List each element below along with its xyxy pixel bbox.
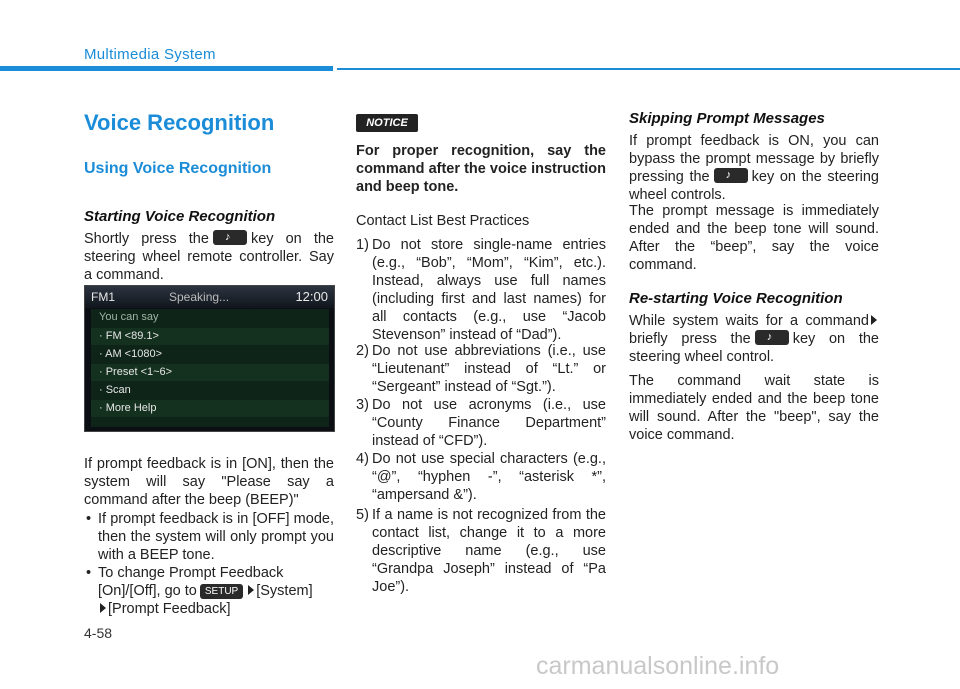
list-number: 5) [356, 507, 369, 523]
restart-text-b: briefly press the [629, 331, 751, 347]
skip-text-a: If prompt feedback is ON, you can bypass the prompt message by briefly pressing the [629, 133, 879, 185]
screen-item: · More Help [99, 402, 157, 414]
screen-panel [91, 309, 329, 427]
restart-paragraph [629, 312, 879, 366]
section-label: Multimedia System [84, 46, 216, 63]
notice-text [356, 142, 606, 196]
skip-paragraph [629, 132, 879, 204]
heading-restarting: Re-starting Voice Recognition [629, 290, 843, 307]
bullet-item [84, 510, 334, 564]
list-text: Do not store single-name entries (e.g., “Bob”, “Mom”, “Kim”, etc.). Instead, always use full names (including first and last names) for all contacts (e.g., use “Jacob Stevenson” instead of “Dad”). [372, 237, 606, 343]
notice-badge: NOTICE [356, 114, 418, 132]
notice-bold-text: For proper recognition, say the command after the voice instruction and beep tone. [356, 143, 606, 195]
list-text: Do not use acronyms (i.e., use “County Finance Department” instead of “CFD”). [372, 397, 606, 449]
header-bar [0, 66, 333, 71]
ended-paragraph: The prompt message is immediately ended and the beep tone will sound. After the “beep”, say the voice command. [629, 203, 879, 273]
screen-item: · AM <1080> [99, 348, 162, 360]
list-text: If a name is not recognized from the contact list, change it to a more descriptive name (e.g., use “Grandpa Joseph” instead of “Pa Joe”). [372, 507, 606, 595]
screen-topbar [85, 286, 334, 308]
list-item [356, 236, 606, 344]
intro-text-b: key on the steering wheel remote controller. Say a command. [84, 231, 334, 283]
list-number: 1) [356, 237, 369, 253]
list-text: Do not use abbreviations (i.e., use “Lieutenant” instead of “Lt.” or “Sergeant” instead of “Sgt.”). [372, 343, 606, 395]
bullet-dot: • [86, 511, 92, 527]
feedback-paragraph: If prompt feedback is in [ON], then the system will say "Please say a command after the beep (BEEP)" [84, 456, 334, 508]
voice-screen-image [84, 285, 335, 432]
list-item [356, 506, 606, 596]
list-title: Contact List Best Practices [356, 213, 530, 229]
page-title: Voice Recognition [84, 110, 275, 135]
wait-paragraph: The command wait state is immediately ended and the beep tone will sound. After the "beep", say the voice command. [629, 373, 879, 443]
heading-starting: Starting Voice Recognition [84, 208, 276, 225]
list-text: Do not use special characters (e.g., “@”, “hyphen -”, “asterisk *”, “ampersand &”). [372, 451, 606, 503]
section-subtitle: Using Voice Recognition [84, 160, 272, 177]
arrow-icon [100, 603, 106, 613]
bullet-text: [Prompt Feedback] [108, 601, 231, 617]
intro-text-a: Shortly press the [84, 231, 209, 247]
voice-key-icon [755, 330, 789, 345]
page-number: 4-58 [84, 625, 113, 641]
bullet-dot: • [86, 565, 92, 581]
restart-text-a: While system waits for a command [629, 313, 869, 329]
heading-skipping: Skipping Prompt Messages [629, 110, 825, 127]
list-item [356, 450, 606, 504]
bullet-text: To change Prompt Feedback [On]/[Off], go to [98, 565, 284, 599]
screen-item: · Preset <1~6> [99, 366, 173, 378]
list-number: 2) [356, 343, 369, 359]
header-rule [337, 68, 960, 70]
arrow-icon [871, 315, 877, 325]
screen-band: FM1 [91, 290, 115, 304]
screen-item: · FM <89.1> [99, 330, 159, 342]
screen-item: · Scan [99, 384, 131, 396]
voice-key-icon [213, 230, 247, 245]
bullet-item [84, 564, 334, 618]
arrow-icon [248, 585, 254, 595]
screen-time: 12:00 [295, 289, 328, 304]
voice-key-icon [714, 168, 748, 183]
screen-prompt: You can say [99, 311, 159, 323]
intro-paragraph [84, 230, 334, 284]
list-number: 4) [356, 451, 369, 467]
list-item [356, 342, 606, 396]
skip-text-b: key on the steering wheel controls. [629, 169, 879, 203]
setup-key-icon: SETUP [200, 584, 243, 599]
bullet-text: [System] [256, 583, 313, 599]
watermark: carmanualsonline.info [536, 652, 780, 680]
screen-status: Speaking... [169, 290, 230, 304]
bullet-text: If prompt feedback is in [OFF] mode, then the system will only prompt you with a BEEP tone. [98, 511, 334, 563]
list-number: 3) [356, 397, 369, 413]
restart-text-c: key on the steering wheel control. [629, 331, 879, 365]
list-item [356, 396, 606, 450]
